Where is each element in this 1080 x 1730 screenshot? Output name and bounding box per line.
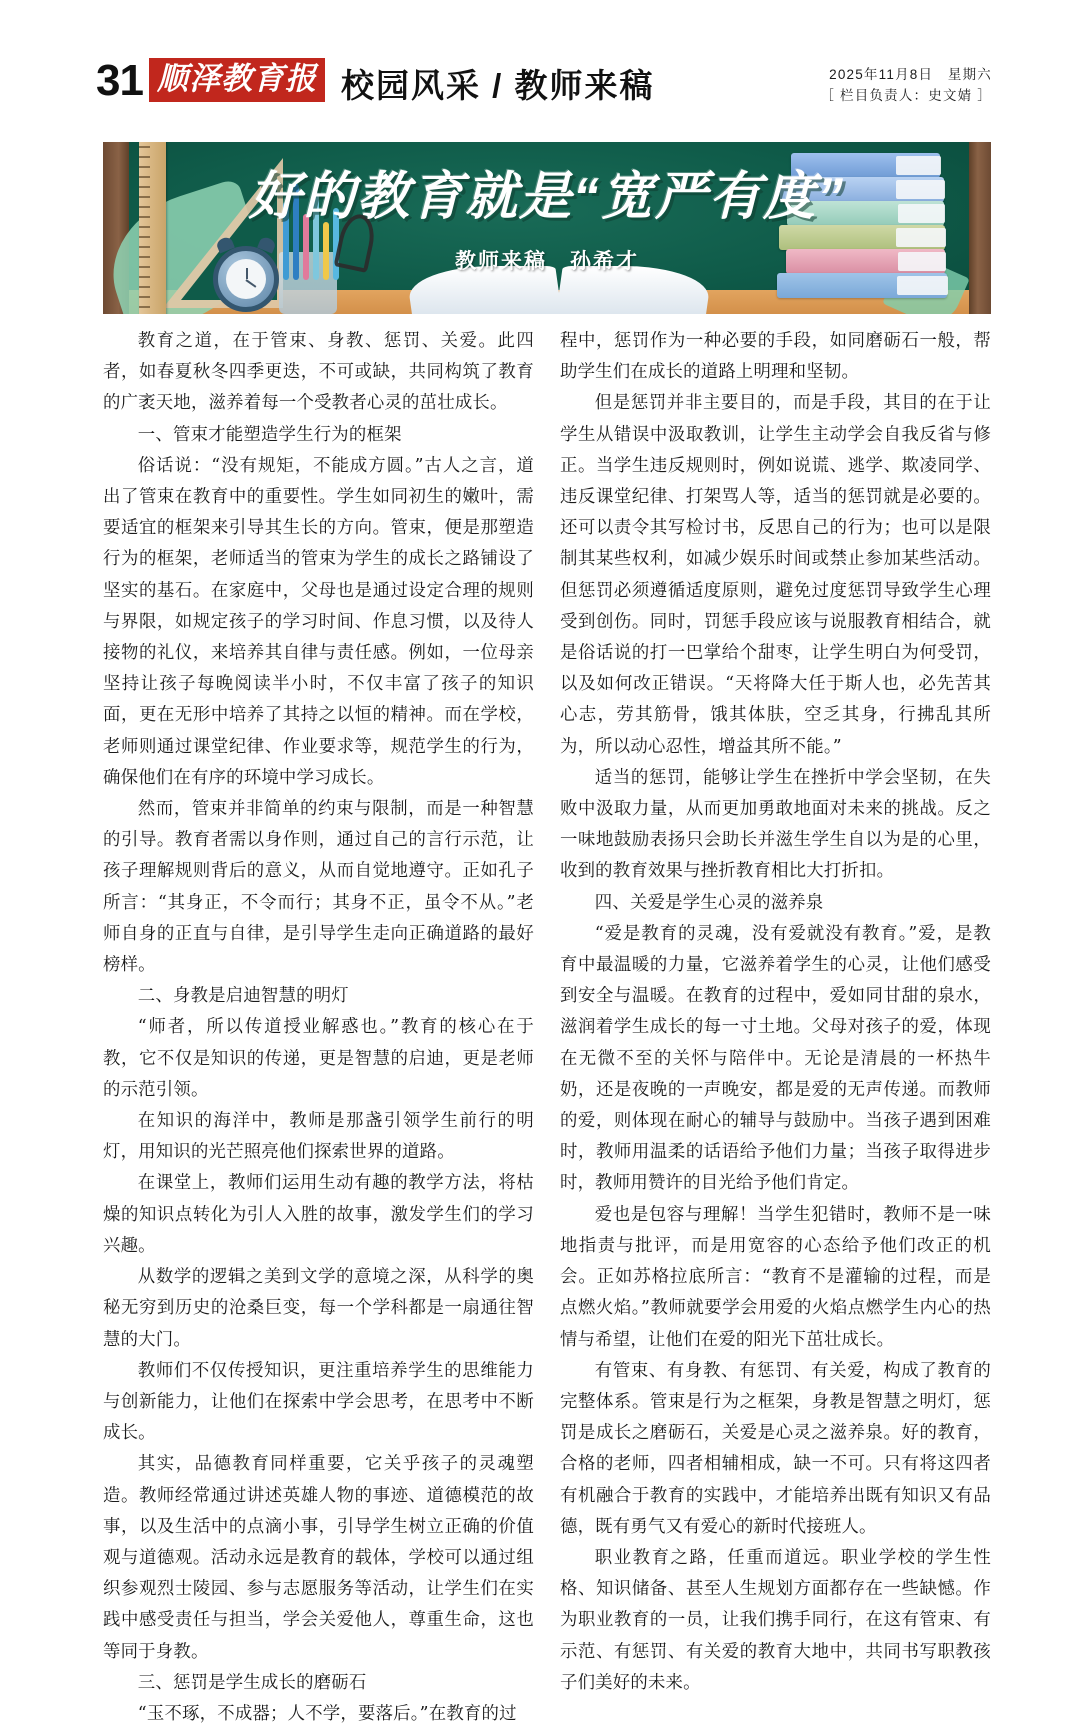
paragraph: “爱是教育的灵魂，没有爱就没有教育。”爱，是教育中最温暖的力量，它滋养着学生的心灵，让他们感受到安全与温暖。在教育的过程中，爱如同甘甜的泉水，滋润着学生成长的每一寸土地。父母对孩子的爱，体现在无微不至的关怀与陪伴中。无论是清晨的一杯热牛奶，还是夜晚的一声晚安，都是爱的无声传递。而教师的爱，则体现在耐心的辅导与鼓励中。当孩子遇到困难时，教师用温柔的话语给予他们力量；当孩子取得进步时，教师用赞许的目光给予他们肯定。: [560, 923, 991, 1194]
section-heading: 一、管束才能塑造学生行为的框架: [137, 424, 402, 445]
paper-name-logo: 顺泽教育报: [149, 58, 325, 102]
article-column-left: [103, 326, 534, 1724]
banner-byline: 教师来稿 孙希才: [455, 250, 639, 273]
article-body: [103, 326, 991, 1724]
section-heading: 二、身教是启迪智慧的明灯: [137, 986, 349, 1007]
paragraph: 但是惩罚并非主要目的，而是手段，其目的在于让学生从错误中汲取教训，让学生主动学会自我反省与修正。当学生违反规则时，例如说谎、逃学、欺凌同学、违反课堂纪律、打架骂人等，适当的惩罚就是必要的。还可以责令其写检讨书，反思自己的行为；也可以是限制其某些权利，如减少娱乐时间或禁止参加某些活动。但惩罚必须遵循适度原则，避免过度惩罚导致学生心理受到创伤。同时，罚惩手段应该与说服教育相结合，就是俗话说的打一巴掌给个甜枣，让学生明白为何受罚，以及如何改正错误。“天将降大任于斯人也，必先苦其心志，劳其筋骨，饿其体肤，空乏其身，行拂乱其所为，所以动心忍性，增益其所不能。”: [560, 393, 991, 757]
article-column-right: [560, 326, 991, 1693]
section-heading: 四、关爱是学生心灵的滋养泉: [594, 892, 824, 913]
masthead-right: [820, 58, 992, 106]
paragraph: 教师们不仅传授知识，更注重培养学生的思维能力与创新能力，让他们在探索中学会思考，在思考中不断成长。: [103, 1360, 534, 1444]
section-title: 校园风采 / 教师来稿: [340, 66, 655, 104]
paragraph: 然而，管束并非简单的约束与限制，而是一种智慧的引导。教育者需以身作则，通过自己的言行示范，让孩子理解规则背后的意义，从而自觉地遵守。正如孔子所言：“其身正，不令而行；其身不正，虽令不从。”老师自身的正直与自律，是引导学生走向正确道路的最好榜样。: [103, 799, 534, 976]
paragraph: “玉不琢，不成器；人不学，要落后。”在教育的过: [137, 1703, 517, 1724]
masthead: [0, 58, 1080, 126]
paragraph: 教育之道，在于管束、身教、惩罚、关爱。此四者，如春夏秋冬四季更迭，不可或缺，共同构筑了教育的广袤天地，滋养着每一个受教者心灵的茁壮成长。: [103, 331, 534, 414]
paragraph: 在知识的海洋中，教师是那盏引领学生前行的明灯，用知识的光芒照亮他们探索世界的道路。: [103, 1111, 534, 1163]
paragraph: 适当的惩罚，能够让学生在挫折中学会坚韧，在失败中汲取力量，从而更加勇敢地面对未来的挑战。反之一味地鼓励表扬只会助长并滋生学生自以为是的心里，收到的教育效果与挫折教育相比大打折扣。: [560, 767, 991, 882]
masthead-left: [96, 56, 655, 105]
section-editor: ［ 栏目负责人：史文婧 ］: [820, 88, 992, 103]
article-banner: [103, 142, 991, 314]
paragraph: “师者，所以传道授业解惑也。”教育的核心在于教，它不仅是知识的传递，更是智慧的启迪，更是老师的示范引领。: [103, 1017, 534, 1100]
book-icon: [777, 273, 947, 298]
paragraph: 从数学的逻辑之美到文学的意境之深，从科学的奥秘无穷到历史的沧桑巨变，每一个学科都是一扇通往智慧的大门。: [103, 1267, 534, 1350]
paragraph-continuation: 程中，惩罚作为一种必要的手段，如同磨砺石一般，帮助学生们在成长的道路上明理和坚韧。: [560, 331, 991, 383]
paragraph: 有管束、有身教、有惩罚、有关爱，构成了教育的完整体系。管束是行为之框架，身教是智慧之明灯，惩罚是成长之磨砺石，关爱是心灵之滋养泉。好的教育，合格的老师，四者相辅相成，缺一不可。只有将这四者有机融合于教育的实践中，才能培养出既有知识又有品德，既有勇气又有爱心的新时代接班人。: [560, 1360, 991, 1537]
paragraph: 在课堂上，教师们运用生动有趣的教学方法，将枯燥的知识点转化为引人入胜的故事，激发学生们的学习兴趣。: [103, 1173, 534, 1256]
paragraph: 职业教育之路，任重而道远。职业学校的学生性格、知识储备、甚至人生规划方面都存在一些缺憾。作为职业教育的一员，让我们携手同行，在这有管束、有示范、有惩罚、有关爱的教育大地中，共同书写职教孩子们美好的未来。: [560, 1547, 991, 1693]
publication-date: 2025年11月8日 星期六: [829, 67, 992, 82]
section-heading: 三、惩罚是学生成长的磨砺石: [137, 1672, 367, 1693]
paragraph: 其实，品德教育同样重要，它关乎孩子的灵魂塑造。教师经常通过讲述英雄人物的事迹、道德模范的故事，以及生活中的点滴小事，引导学生树立正确的价值观与道德观。活动永远是教育的载体，学校可以通过组织参观烈士陵园、参与志愿服务等活动，让学生们在实践中感受责任与担当，学会关爱他人，尊重生命，这也等同于身教。: [103, 1454, 534, 1662]
paragraph: 爱也是包容与理解！当学生犯错时，教师不是一味地指责与批评，而是用宽容的心态给予他们改正的机会。正如苏格拉底所言：“教育不是灌输的过程，而是点燃火焰。”教师就要学会用爱的火焰点燃学生内心的热情与希望，让他们在爱的阳光下茁壮成长。: [560, 1204, 991, 1350]
page-number: 31: [96, 56, 143, 105]
paragraph: 俗话说：“没有规矩，不能成方圆。”古人之言，道出了管束在教育中的重要性。学生如同初生的嫩叶，需要适宜的框架来引导其生长的方向。管束，便是那塑造行为的框架，老师适当的管束为学生的成长之路铺设了坚实的基石。在家庭中，父母也是通过设定合理的规则与界限，如规定孩子的学习时间、作息习惯，以及待人接物的礼仪，来培养其自律与责任感。例如，一位母亲坚持让孩子每晚阅读半小时，不仅丰富了孩子的知识面，更在无形中培养了其持之以恒的精神。而在学校，老师则通过课堂纪律、作业要求等，规范学生的行为，确保他们在有序的环境中学习成长。: [103, 455, 534, 788]
banner-headline: 好的教育就是“宽严有度”: [248, 168, 845, 226]
